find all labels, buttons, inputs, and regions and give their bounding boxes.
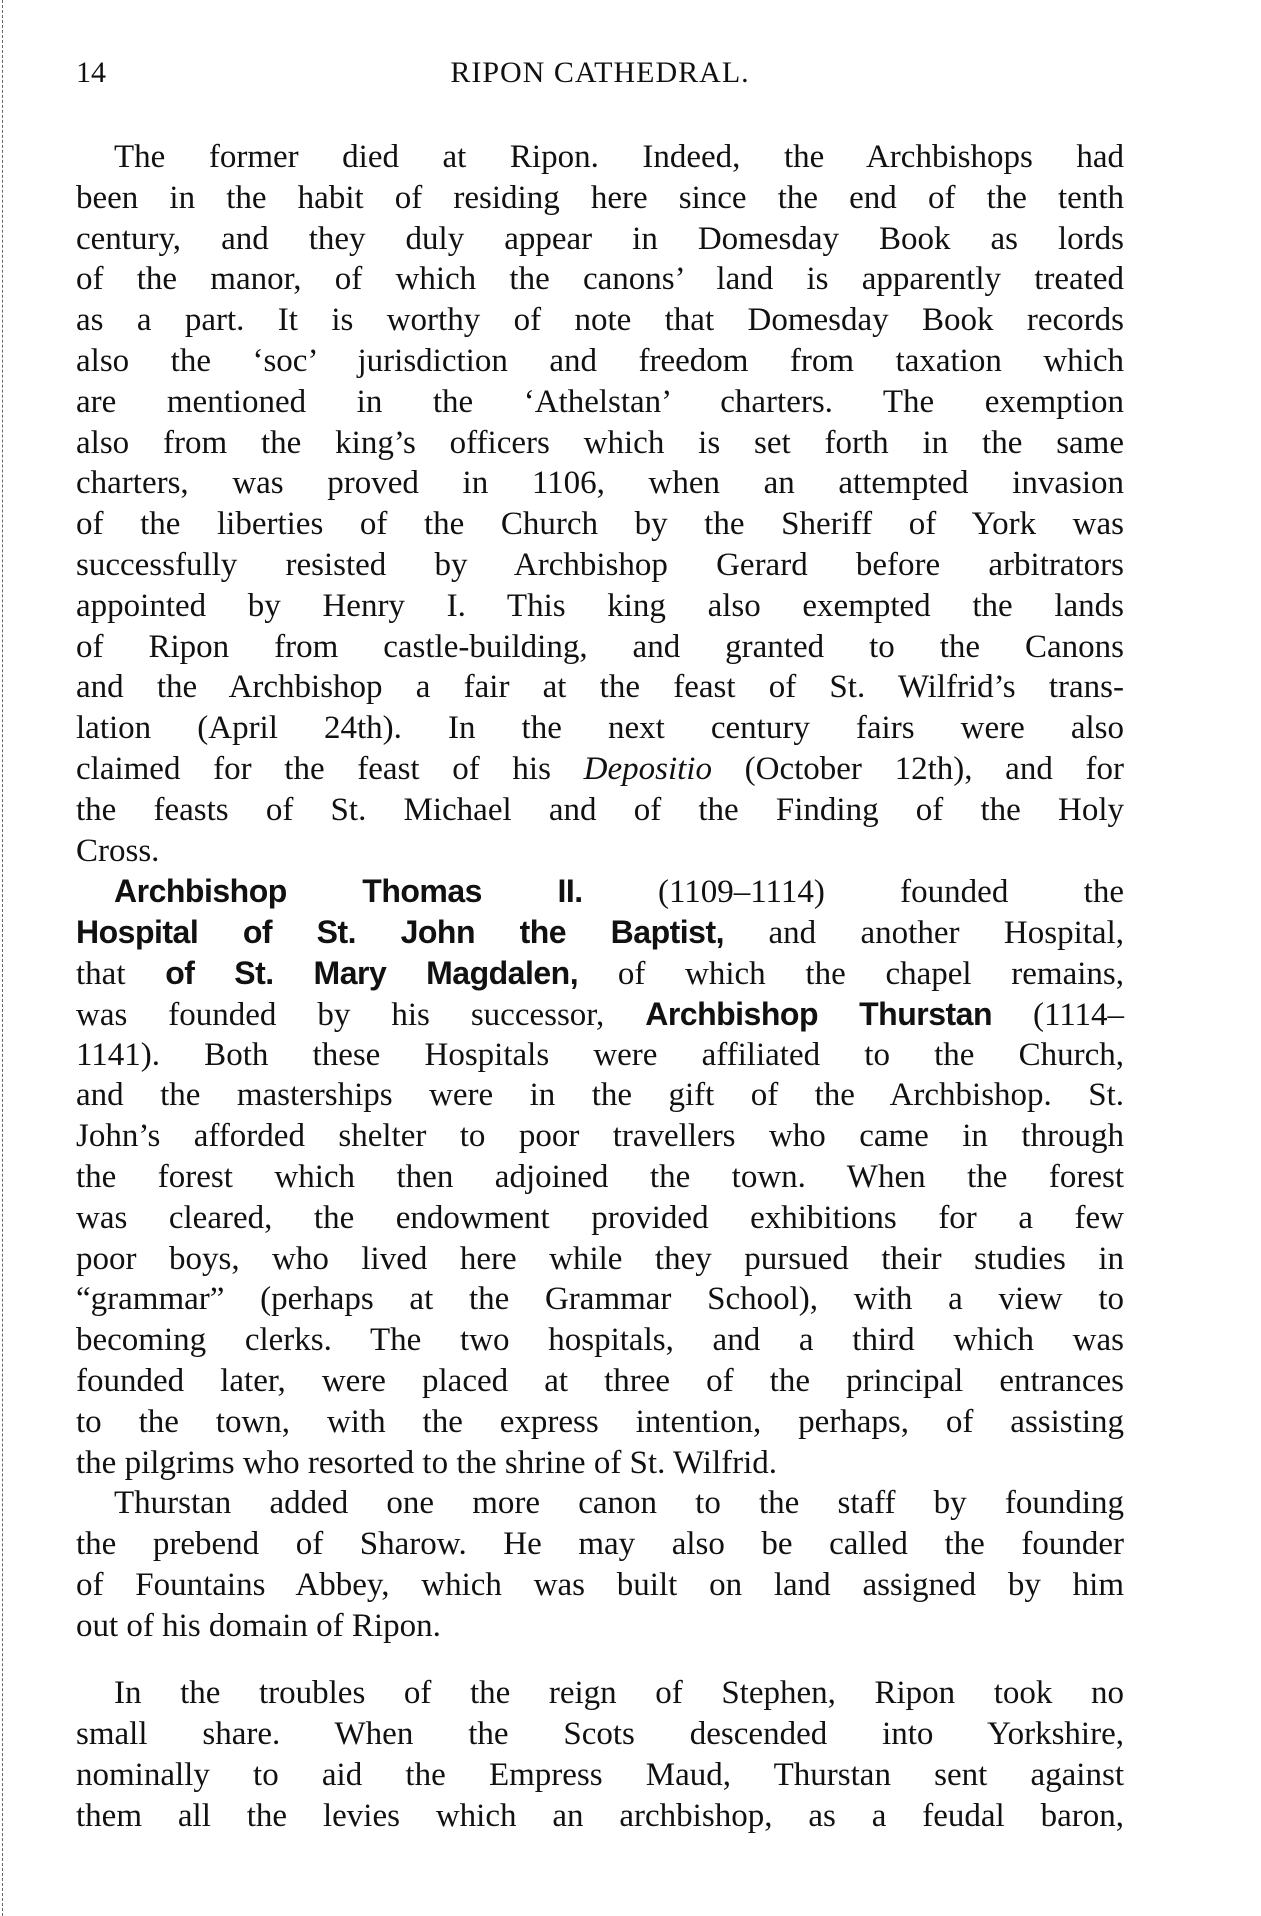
- paragraph: [76, 1483, 1124, 1646]
- text-line: “grammar” (perhaps at the Grammar School), with a view to: [76, 1281, 1124, 1318]
- text-line: to the town, with the express intention, perhaps, of assisting: [76, 1403, 1124, 1440]
- running-title: RIPON CATHEDRAL.: [450, 56, 750, 89]
- text-line: successfully resisted by Archbishop Gerard before arbitrators: [76, 546, 1124, 583]
- text-line: also the ‘soc’ jurisdiction and freedom from taxation which: [76, 342, 1124, 379]
- text-line: are mentioned in the ‘Athelstan’ charters. The exemption: [76, 383, 1124, 420]
- text-line: In the troubles of the reign of Stephen, Ripon took no: [114, 1675, 1124, 1712]
- text-run: that: [76, 955, 166, 992]
- page-number: 14: [76, 56, 106, 89]
- text-line: [76, 994, 1124, 1035]
- text-line: appointed by Henry I. This king also exempted the lands: [76, 587, 1124, 624]
- paragraph: [76, 137, 1124, 871]
- text-line: been in the habit of residing here since the end of the tenth: [76, 179, 1124, 216]
- text-line: the feasts of St. Michael and of the Finding of the Holy: [76, 791, 1124, 828]
- text-line: and the masterships were in the gift of the Archbishop. St.: [76, 1077, 1124, 1114]
- bold-name-run: of St. Mary Magdalen,: [165, 954, 579, 991]
- text-line: becoming clerks. The two hospitals, and a third which was: [76, 1322, 1124, 1359]
- text-line: the prebend of Sharow. He may also be called the founder: [76, 1526, 1124, 1563]
- text-run: was founded by his successor,: [76, 996, 646, 1033]
- text-run: (October 12th), and for: [711, 750, 1124, 787]
- text-run: claimed for the feast of his: [76, 750, 584, 787]
- text-line: poor boys, who lived here while they pursued their studies in: [76, 1240, 1124, 1277]
- text-line: 1141). Both these Hospitals were affiliated to the Church,: [76, 1036, 1124, 1073]
- text-line: the forest which then adjoined the town. When the forest: [76, 1158, 1124, 1195]
- text-line: out of his domain of Ripon.: [76, 1607, 441, 1644]
- text-line: of the liberties of the Church by the Sheriff of York was: [76, 506, 1124, 543]
- text-line: [76, 912, 1124, 953]
- text-run: and another Hospital,: [724, 915, 1124, 952]
- text-line: of Ripon from castle-building, and granted to the Canons: [76, 628, 1124, 665]
- italic-run: Depositio: [583, 750, 712, 787]
- text-line: Cross.: [76, 832, 160, 869]
- text-line: [76, 749, 1124, 790]
- text-line: small share. When the Scots descended into Yorkshire,: [76, 1716, 1124, 1753]
- text-line: as a part. It is worthy of note that Domesday Book records: [76, 302, 1124, 339]
- text-line: of the manor, of which the canons’ land is apparently treated: [76, 261, 1124, 298]
- page-edge: [2, 0, 3, 1916]
- paragraph: [76, 871, 1124, 1483]
- page-header: [76, 56, 1124, 96]
- text-line: founded later, were placed at three of the principal entrances: [76, 1362, 1124, 1399]
- bold-name-run: Archbishop Thurstan: [645, 995, 992, 1032]
- page-body: [76, 137, 1124, 1837]
- text-line: lation (April 24th). In the next century fairs were also: [76, 710, 1124, 747]
- text-line: The former died at Ripon. Indeed, the Archbishops had: [114, 139, 1124, 175]
- text-run: (1114–: [991, 996, 1124, 1033]
- bold-name-run: Archbishop Thomas II.: [114, 873, 583, 910]
- text-line: John’s afforded shelter to poor travellers who came in through: [76, 1118, 1124, 1155]
- text-line: and the Archbishop a fair at the feast of St. Wilfrid’s trans-: [76, 669, 1124, 706]
- text-run: of which the chapel remains,: [578, 955, 1125, 992]
- text-line: was cleared, the endowment provided exhibitions for a few: [76, 1199, 1124, 1236]
- text-line: nominally to aid the Empress Maud, Thurstan sent against: [76, 1757, 1124, 1794]
- text-line: of Fountains Abbey, which was built on land assigned by him: [76, 1566, 1124, 1603]
- text-run: (1109–1114) founded the: [582, 874, 1125, 911]
- paragraph: [76, 1673, 1124, 1836]
- text-line: charters, was proved in 1106, when an attempted invasion: [76, 465, 1124, 502]
- text-line: [76, 871, 1124, 912]
- text-line: them all the levies which an archbishop, as a feudal baron,: [76, 1797, 1124, 1834]
- text-line: Thurstan added one more canon to the staff by founding: [114, 1485, 1124, 1522]
- text-line: century, and they duly appear in Domesday Book as lords: [76, 220, 1124, 257]
- text-line: the pilgrims who resorted to the shrine of St. Wilfrid.: [76, 1444, 778, 1481]
- bold-name-run: Hospital of St. John the Baptist,: [76, 914, 724, 951]
- text-line: also from the king’s officers which is set forth in the same: [76, 424, 1124, 461]
- text-line: [76, 953, 1124, 994]
